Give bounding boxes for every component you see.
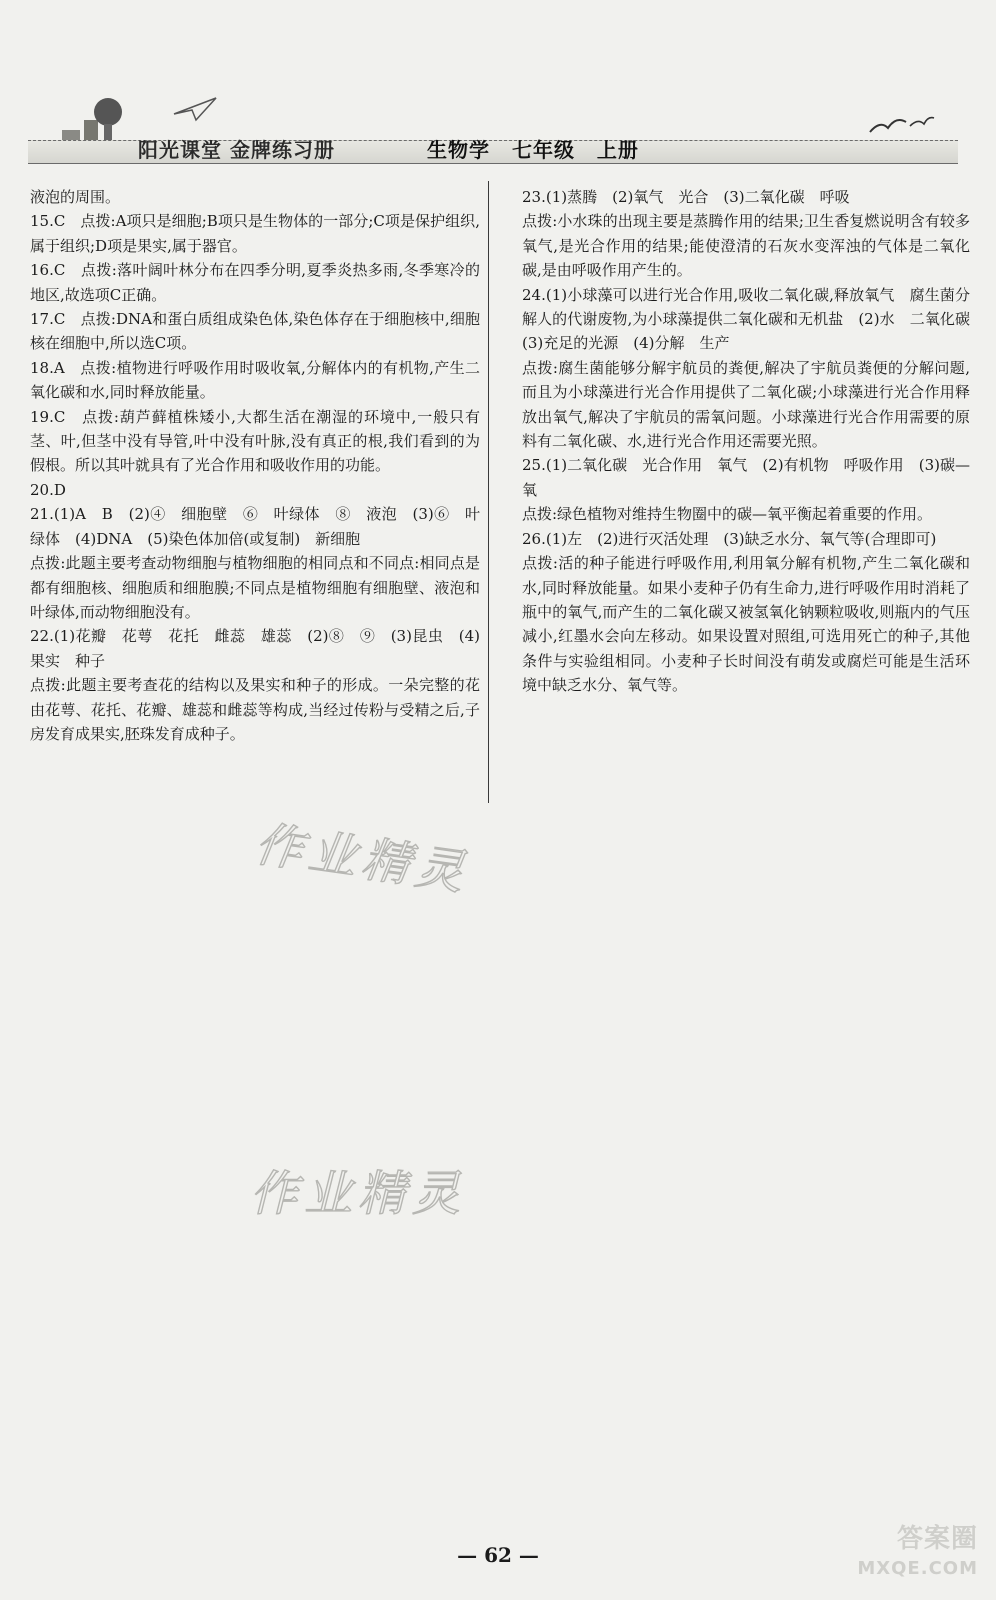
answer-21: 21.(1)A B (2)④ 细胞壁 ⑥ 叶绿体 ⑧ 液泡 (3)⑥ 叶绿体 (4)DNA (5)染色体加倍(或复制) 新细胞 [30,505,480,548]
answer-19: 19.C 点拨:葫芦藓植株矮小,大都生活在潮湿的环境中,一般只有茎、叶,但茎中没有导管,叶中没有叶脉,没有真正的根,我们看到的为假根。所以其叶就具有了光合作用和吸收作用的功能。 [30,407,480,475]
watermark: 作业精灵 [250,1166,467,1222]
brand-title: 阳光课堂 金牌练习册 [138,138,335,162]
answer-25: 25.(1)二氧化碳 光合作用 氧气 (2)有机物 呼吸作用 (3)碳—氧 [522,456,970,499]
answer-18: 18.A 点拨:植物进行呼吸作用时吸收氧,分解体内的有机物,产生二氧化碳和水,同时释放能量。 [30,358,480,402]
explanation-21: 点拨:此题主要考查动物细胞与植物细胞的相同点和不同点:相同点是都有细胞核、细胞质和细胞膜;不同点是植物细胞有细胞壁、液泡和叶绿体,而动物细胞没有。 [30,554,480,621]
corner-logo-url: MXQE.COM [857,1558,978,1579]
answer-22: 22.(1)花瓣 花萼 花托 雌蕊 雄蕊 (2)⑧ ⑨ (3)昆虫 (4)果实 种子 [30,627,480,670]
page-header [22,82,972,174]
column-divider [488,181,489,803]
page-number: — 62 — [457,1543,539,1567]
answer-26: 26.(1)左 (2)进行灭活处理 (3)缺乏水分、氧气等(合理即可) [522,529,937,548]
explanation-22: 点拨:此题主要考查花的结构以及果实和种子的形成。一朵完整的花由花萼、花托、花瓣、雄蕊和雌蕊等构成,当经过传粉与受精之后,子房发育成果实,胚珠发育成种子。 [30,676,480,743]
explanation-25: 点拨:绿色植物对维持生物圈中的碳—氧平衡起着重要的作用。 [522,505,933,524]
subject-title: 生物学 七年级 上册 [427,138,639,162]
answer-23: 23.(1)蒸腾 (2)氧气 光合 (3)二氧化碳 呼吸 [522,188,850,206]
paper-plane-icon [172,96,218,122]
watermark: 作业精灵 [251,816,474,902]
answer-20: 20.D [30,480,66,499]
left-column [30,185,480,746]
right-column [522,185,986,698]
answer-16: 16.C 点拨:落叶阔叶林分布在四季分明,夏季炎热多雨,冬季寒冷的地区,故选项C正确。 [30,261,480,304]
answer-15: 15.C 点拨:A项只是细胞;B项只是生物体的一部分;C项是保护组织,属于组织;D项是果实,属于器官。 [30,212,480,255]
answer-24: 24.(1)小球藻可以进行光合作用,吸收二氧化碳,释放氧气 腐生菌分解人的代谢废物,为小球藻提供二氧化碳和无机盐 (2)水 二氧化碳 (3)充足的光源 (4)分解 生产 [522,285,986,353]
corner-logo [857,1524,978,1584]
corner-logo-text: 答案圈 [896,1524,978,1554]
answer-text: 液泡的周围。 [30,188,121,206]
explanation-24: 点拨:腐生菌能够分解宇航员的粪便,解决了宇航员粪便的分解问题,而且为小球藻进行光合作用提供了二氧化碳;小球藻进行光合作用释放出氧气,解决了宇航员的需氧问题。小球藻进行光合作用需要的原料有二氧化碳、水,进行光合作用还需要光照。 [522,358,970,451]
answer-17: 17.C 点拨:DNA和蛋白质组成染色体,染色体存在于细胞核中,细胞核在细胞中,所以选C项。 [30,310,480,353]
explanation-23: 点拨:小水珠的出现主要是蒸腾作用的结果;卫生香复燃说明含有较多氧气,是光合作用的结果;能使澄清的石灰水变浑浊的气体是二氧化碳,是由呼吸作用产生的。 [522,212,970,280]
birds-icon [866,112,936,140]
explanation-26: 点拨:活的种子能进行呼吸作用,利用氧分解有机物,产生二氧化碳和水,同时释放能量。如果小麦种子仍有生命力,进行呼吸作用时消耗了瓶中的氧气,而产生的二氧化碳又被氢氧化钠颗粒吸收,则瓶内的气压减小,红墨水会向左移动。如果设置对照组,可选用死亡的种子,其他条件与实验组相同。小麦种子长时间没有萌发或腐烂可能是生活环境中缺乏水分、氧气等。 [522,554,970,695]
